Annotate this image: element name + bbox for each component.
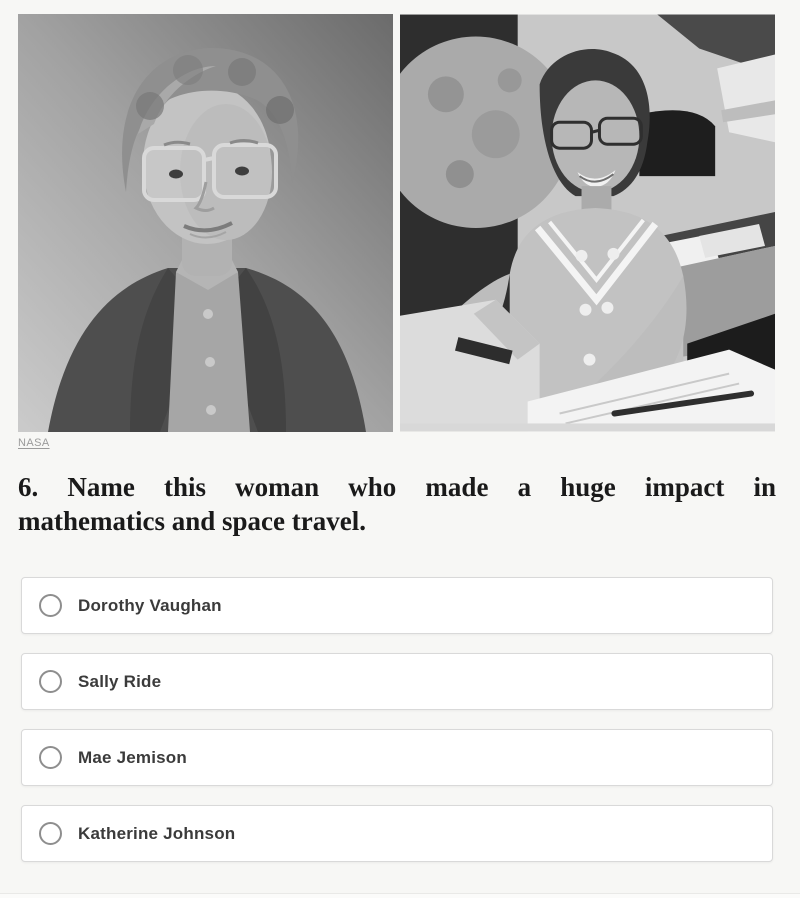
answer-option-dorothy-vaughan[interactable] (21, 577, 773, 634)
answer-option-sally-ride[interactable] (21, 653, 773, 710)
next-section-divider (0, 893, 800, 898)
radio-icon[interactable] (39, 670, 62, 693)
answer-option-label: Sally Ride (78, 671, 162, 691)
answer-option-katherine-johnson[interactable] (21, 805, 773, 862)
radio-icon[interactable] (39, 594, 62, 617)
question-text (18, 470, 776, 538)
photo-katherine-johnson-portrait (18, 14, 393, 432)
answer-option-label: Katherine Johnson (78, 823, 236, 843)
image-credit-link[interactable]: NASA (18, 437, 50, 449)
answer-option-label: Dorothy Vaughan (78, 595, 222, 615)
answer-option-mae-jemison[interactable] (21, 729, 773, 786)
radio-icon[interactable] (39, 746, 62, 769)
answer-option-label: Mae Jemison (78, 747, 187, 767)
question-line-2: mathematics and space travel. (18, 506, 366, 536)
question-line-1: 6. Name this woman who made a huge impact in (18, 472, 776, 502)
radio-icon[interactable] (39, 822, 62, 845)
answer-options (21, 577, 773, 881)
photo-katherine-johnson-at-desk (400, 14, 775, 432)
question-figure (18, 14, 775, 432)
